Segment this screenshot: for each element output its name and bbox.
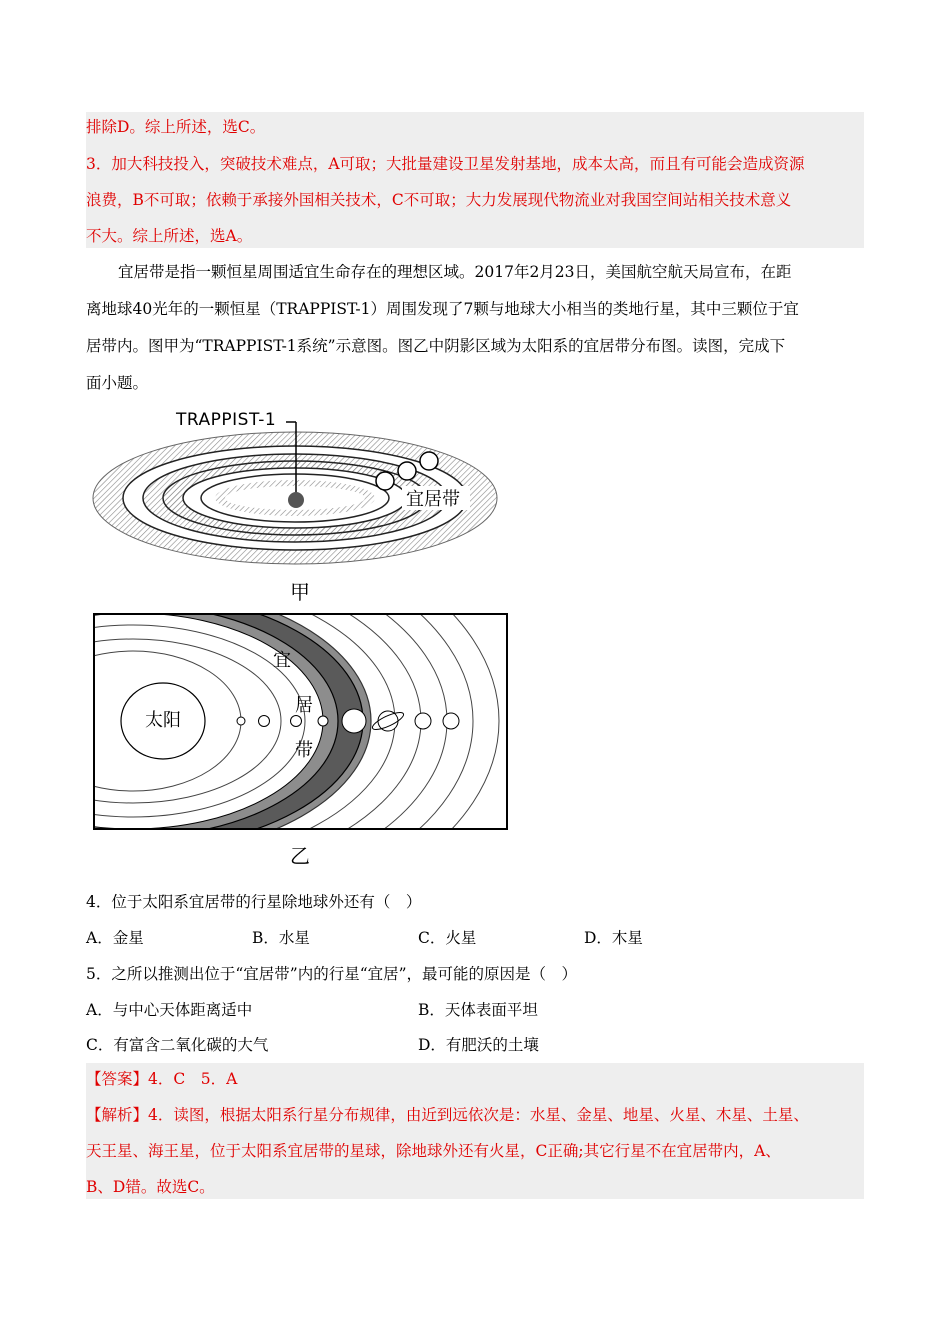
question-4-stem: 4．位于太阳系宜居带的行星除地球外还有（ ） bbox=[86, 893, 422, 911]
planet-mercury bbox=[237, 717, 245, 725]
planet-uranus bbox=[415, 713, 431, 729]
q5-option-a[interactable]: A．与中心天体距离适中 bbox=[86, 1001, 253, 1019]
q5-option-c[interactable]: C．有富含二氧化碳的大气 bbox=[86, 1036, 269, 1054]
figure-jia-trappist-system bbox=[90, 400, 510, 600]
zone-char: 宜 bbox=[273, 650, 291, 671]
star-label: TRAPPIST-1 bbox=[176, 410, 277, 430]
zone-char: 居 bbox=[295, 695, 313, 716]
passage-line: 居带内。图甲为“TRAPPIST-1系统”示意图。图乙中阴影区域为太阳系的宜居带分布图。读图，完成下 bbox=[86, 337, 786, 355]
q5-option-b[interactable]: B．天体表面平坦 bbox=[418, 1001, 538, 1019]
trappist-star bbox=[288, 492, 304, 508]
habitable-planet bbox=[398, 462, 416, 480]
q4-option-c[interactable]: C．火星 bbox=[418, 929, 477, 947]
q4-option-a[interactable]: A．金星 bbox=[86, 929, 144, 947]
figure-yi-solar-habitable-zone bbox=[93, 613, 508, 830]
passage-line: 面小题。 bbox=[86, 374, 149, 392]
planet-earth bbox=[291, 716, 302, 727]
explanation-line: 排除D。综上所述，选C。 bbox=[86, 118, 266, 136]
explanation-line: 不大。综上所述，选A。 bbox=[86, 227, 253, 245]
analysis-line: 【解析】4．读图，根据太阳系行星分布规律，由近到远依次是：水星、金星、地星、火星、木星、土星、 bbox=[86, 1106, 809, 1124]
habitable-planet bbox=[420, 452, 438, 470]
explanation-block-top bbox=[86, 112, 864, 248]
planet-jupiter bbox=[342, 709, 366, 733]
planet-saturn bbox=[378, 711, 398, 731]
planet-mars bbox=[318, 716, 328, 726]
sun-label: 太阳 bbox=[145, 710, 181, 731]
passage-line: 离地球40光年的一颗恒星（TRAPPIST-1）周围发现了7颗与地球大小相当的类地行星，其中三颗位于宜 bbox=[86, 300, 799, 318]
planet-neptune bbox=[443, 713, 459, 729]
figure-yi-caption: 乙 bbox=[290, 844, 310, 868]
q5-option-d[interactable]: D．有肥沃的土壤 bbox=[418, 1036, 539, 1054]
answer-block bbox=[86, 1063, 864, 1199]
habitable-planet bbox=[376, 472, 394, 490]
figure-jia-caption: 甲 bbox=[290, 580, 310, 604]
passage-line: 宜居带是指一颗恒星周围适宜生命存在的理想区域。2017年2月23日，美国航空航天局宣布，在距 bbox=[118, 263, 792, 281]
explanation-line: 浪费，B不可取；依赖于承接外国相关技术，C不可取；大力发展现代物流业对我国空间站相关技术意义 bbox=[86, 191, 792, 209]
answer-line: 【答案】4．C 5．A bbox=[86, 1070, 238, 1088]
planet-venus bbox=[259, 716, 270, 727]
q4-option-b[interactable]: B．水星 bbox=[252, 929, 310, 947]
q4-option-d[interactable]: D．木星 bbox=[584, 929, 643, 947]
explanation-line: 3．加大科技投入，突破技术难点，A可取；大批量建设卫星发射基地，成本太高，而且有可能会造成资源 bbox=[86, 155, 805, 173]
analysis-line: B、D错。故选C。 bbox=[86, 1178, 215, 1196]
zone-label-jia: 宜居带 bbox=[406, 489, 460, 510]
zone-char: 带 bbox=[295, 740, 313, 761]
analysis-line: 天王星、海王星，位于太阳系宜居带的星球，除地球外还有火星，C正确;其它行星不在宜居带内，A、 bbox=[86, 1142, 781, 1160]
question-5-stem: 5．之所以推测出位于“宜居带”内的行星“宜居”，最可能的原因是（ ） bbox=[86, 965, 578, 983]
